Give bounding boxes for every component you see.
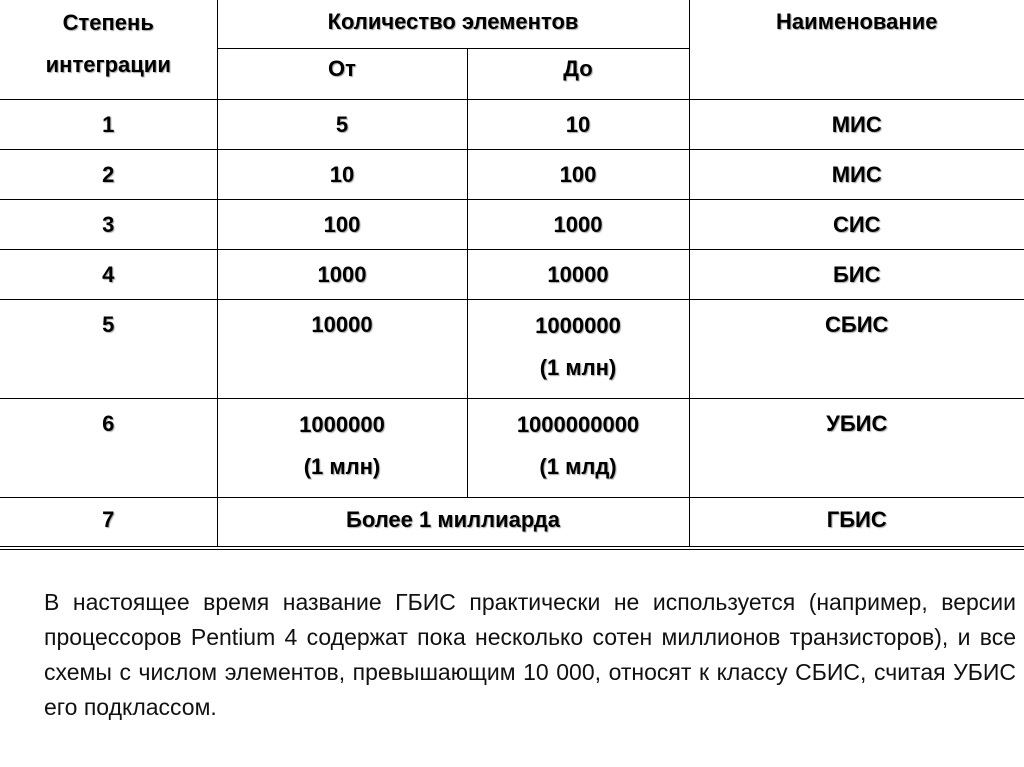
cell-to-line1: 1000000 <box>535 312 621 338</box>
cell-from: 100 <box>217 199 467 249</box>
cell-to <box>467 299 689 398</box>
cell-from-line2: (1 млн) <box>303 453 381 479</box>
header-degree <box>0 0 217 99</box>
table-header-row <box>0 0 1024 48</box>
table-bottom-border <box>0 549 1024 550</box>
header-name: Наименование <box>689 0 1024 99</box>
cell-to <box>467 398 689 497</box>
cell-to-line2: (1 млд) <box>539 453 617 479</box>
cell-from <box>217 398 467 497</box>
cell-name: СИС <box>689 199 1024 249</box>
header-count: Количество элементов <box>217 0 689 48</box>
header-degree-line2: интеграции <box>45 52 171 77</box>
cell-name: БИС <box>689 249 1024 299</box>
cell-degree: 5 <box>0 299 217 398</box>
cell-from: 10 <box>217 149 467 199</box>
note-paragraph: В настоящее время название ГБИС практически не используется (например, версии процессоров Pentium 4 содержат пока несколько сотен миллионов транзисторов), и все схемы с числом элементов, превышающим 10 000, относят к классу СБИС, считая УБИС его подклассом. <box>44 589 1016 720</box>
cell-name: ГБИС <box>689 497 1024 546</box>
header-to: До <box>467 48 689 99</box>
cell-degree: 3 <box>0 199 217 249</box>
cell-to: 100 <box>467 149 689 199</box>
header-from: От <box>217 48 467 99</box>
cell-name: СБИС <box>689 299 1024 398</box>
header-degree-line1: Степень <box>62 10 154 35</box>
table-row <box>0 497 1024 546</box>
table-row <box>0 199 1024 249</box>
cell-degree: 6 <box>0 398 217 497</box>
cell-to: 10000 <box>467 249 689 299</box>
cell-range: Более 1 миллиарда <box>217 497 689 546</box>
cell-degree: 2 <box>0 149 217 199</box>
table-row <box>0 398 1024 497</box>
cell-degree: 7 <box>0 497 217 546</box>
table-row <box>0 149 1024 199</box>
cell-name: МИС <box>689 149 1024 199</box>
cell-name: МИС <box>689 99 1024 149</box>
cell-from: 10000 <box>217 299 467 398</box>
cell-name: УБИС <box>689 398 1024 497</box>
cell-to: 1000 <box>467 199 689 249</box>
cell-from-line1: 1000000 <box>299 411 385 437</box>
table-row <box>0 299 1024 398</box>
cell-to: 10 <box>467 99 689 149</box>
cell-degree: 4 <box>0 249 217 299</box>
cell-degree: 1 <box>0 99 217 149</box>
cell-to-line1: 1000000000 <box>516 411 640 437</box>
table-row <box>0 249 1024 299</box>
cell-from: 5 <box>217 99 467 149</box>
cell-to-line2: (1 млн) <box>539 354 617 380</box>
cell-from: 1000 <box>217 249 467 299</box>
table-row <box>0 99 1024 149</box>
